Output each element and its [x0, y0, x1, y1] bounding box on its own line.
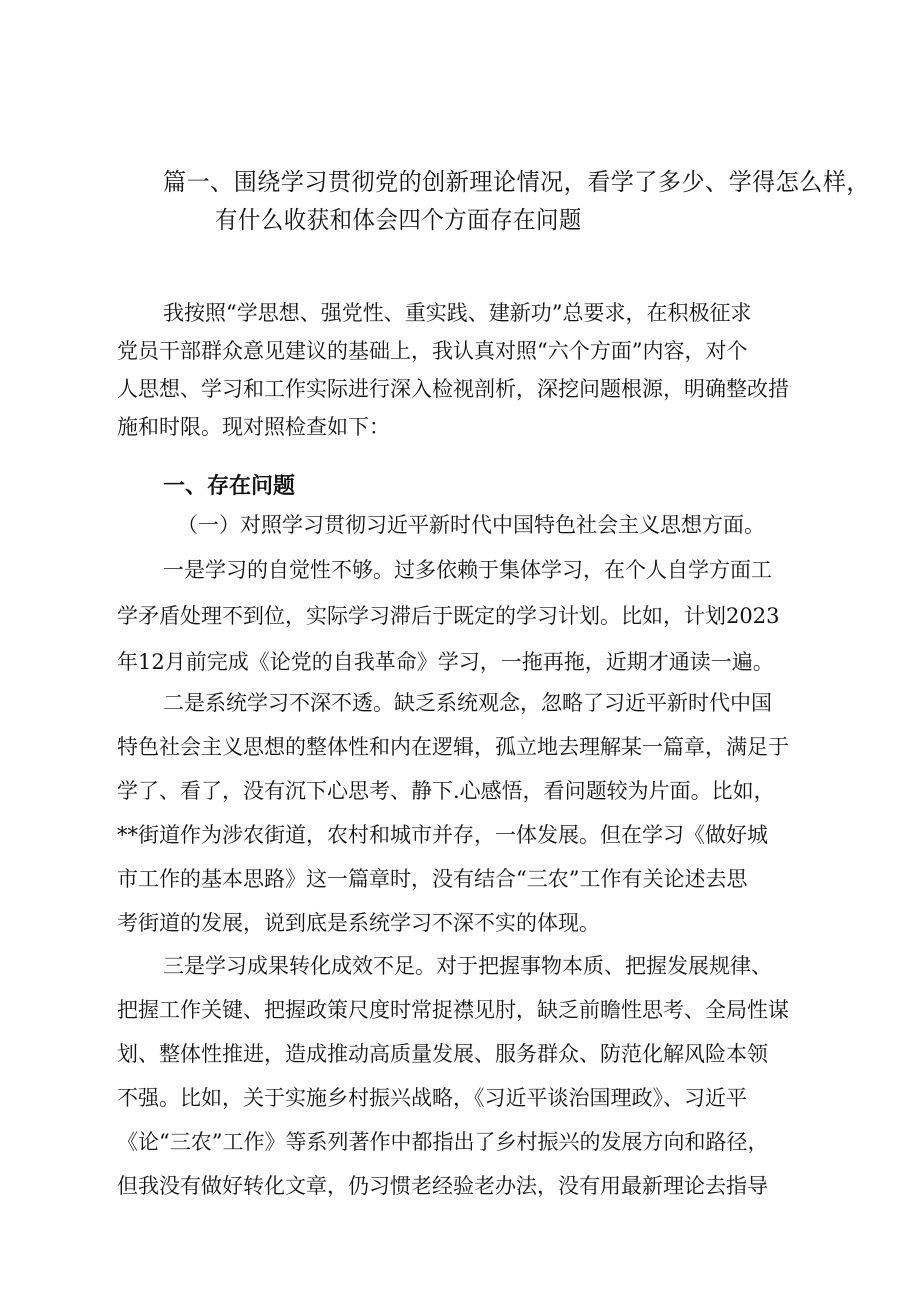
paragraph-line: 把握工作关键、把握政策尺度时常捉襟见肘，缺乏前瞻性思考、全局性谋	[117, 998, 789, 1022]
section-heading: 一、存在问题	[163, 474, 296, 499]
paragraph-line: 二是系统学习不深不透。缺乏系统观念，忽略了习近平新时代中国	[163, 691, 772, 715]
paragraph-line: 市工作的基本思路》这一篇章时，没有结合“三农”工作有关论述去思	[117, 867, 748, 891]
paragraph-line: 考街道的发展，说到底是系统学习不深不实的体现。	[117, 911, 600, 935]
paragraph-line: **街道作为涉农街道，农村和城市并存，一体发展。但在学习《做好城	[117, 823, 768, 847]
paragraph-line: 但我没有做好转化文章，仍习惯老经验老办法，没有用最新理论去指导	[117, 1174, 768, 1198]
paragraph-line: 年12月前完成《论党的自我革命》学习，一拖再拖，近期才通读一遍。	[117, 650, 774, 674]
document-title-line-2: 有什么收获和体会四个方面存在问题	[215, 206, 582, 234]
subsection-line: （一）对照学习贯彻习近平新时代中国特色社会主义思想方面。	[177, 513, 765, 537]
paragraph-line: 划、整体性推进，造成推动高质量发展、服务群众、防范化解风险本领	[117, 1042, 768, 1066]
paragraph-line: 特色社会主义思想的整体性和内在逻辑，孤立地去理解某一篇章，满足于	[117, 735, 789, 759]
paragraph-line: 学了、看了，没有沉下心思考、静下.心感悟，看问题较为片面。比如，	[117, 779, 775, 803]
intro-line: 施和时限。现对照检查如下：	[117, 415, 390, 439]
paragraph-line: 学矛盾处理不到位，实际学习滞后于既定的学习计划。比如，计划2023	[117, 604, 780, 628]
intro-line: 党员干部群众意见建议的基础上，我认真对照“六个方面”内容，对个	[117, 339, 748, 363]
paragraph-line: 《论“三农”工作》等系列著作中都指出了乡村振兴的发展方向和路径，	[117, 1130, 769, 1154]
intro-line: 人思想、学习和工作实际进行深入检视剖析，深挖问题根源，明确整改措	[117, 377, 789, 401]
paragraph-line: 不强。比如，关于实施乡村振兴战略，《习近平谈治国理政》、习近平	[117, 1086, 747, 1110]
document-title-line-1: 篇一、围绕学习贯彻党的创新理论情况，看学了多少、学得怎么样，	[163, 168, 870, 196]
paragraph-line: 三是学习成果转化成效不足。对于把握事物本质、把握发展规律、	[163, 954, 772, 978]
intro-line: 我按照“学思想、强党性、重实践、建新功”总要求，在积极征求	[163, 301, 752, 325]
paragraph-line: 一是学习的自觉性不够。过多依赖于集体学习，在个人自学方面工	[163, 558, 772, 582]
